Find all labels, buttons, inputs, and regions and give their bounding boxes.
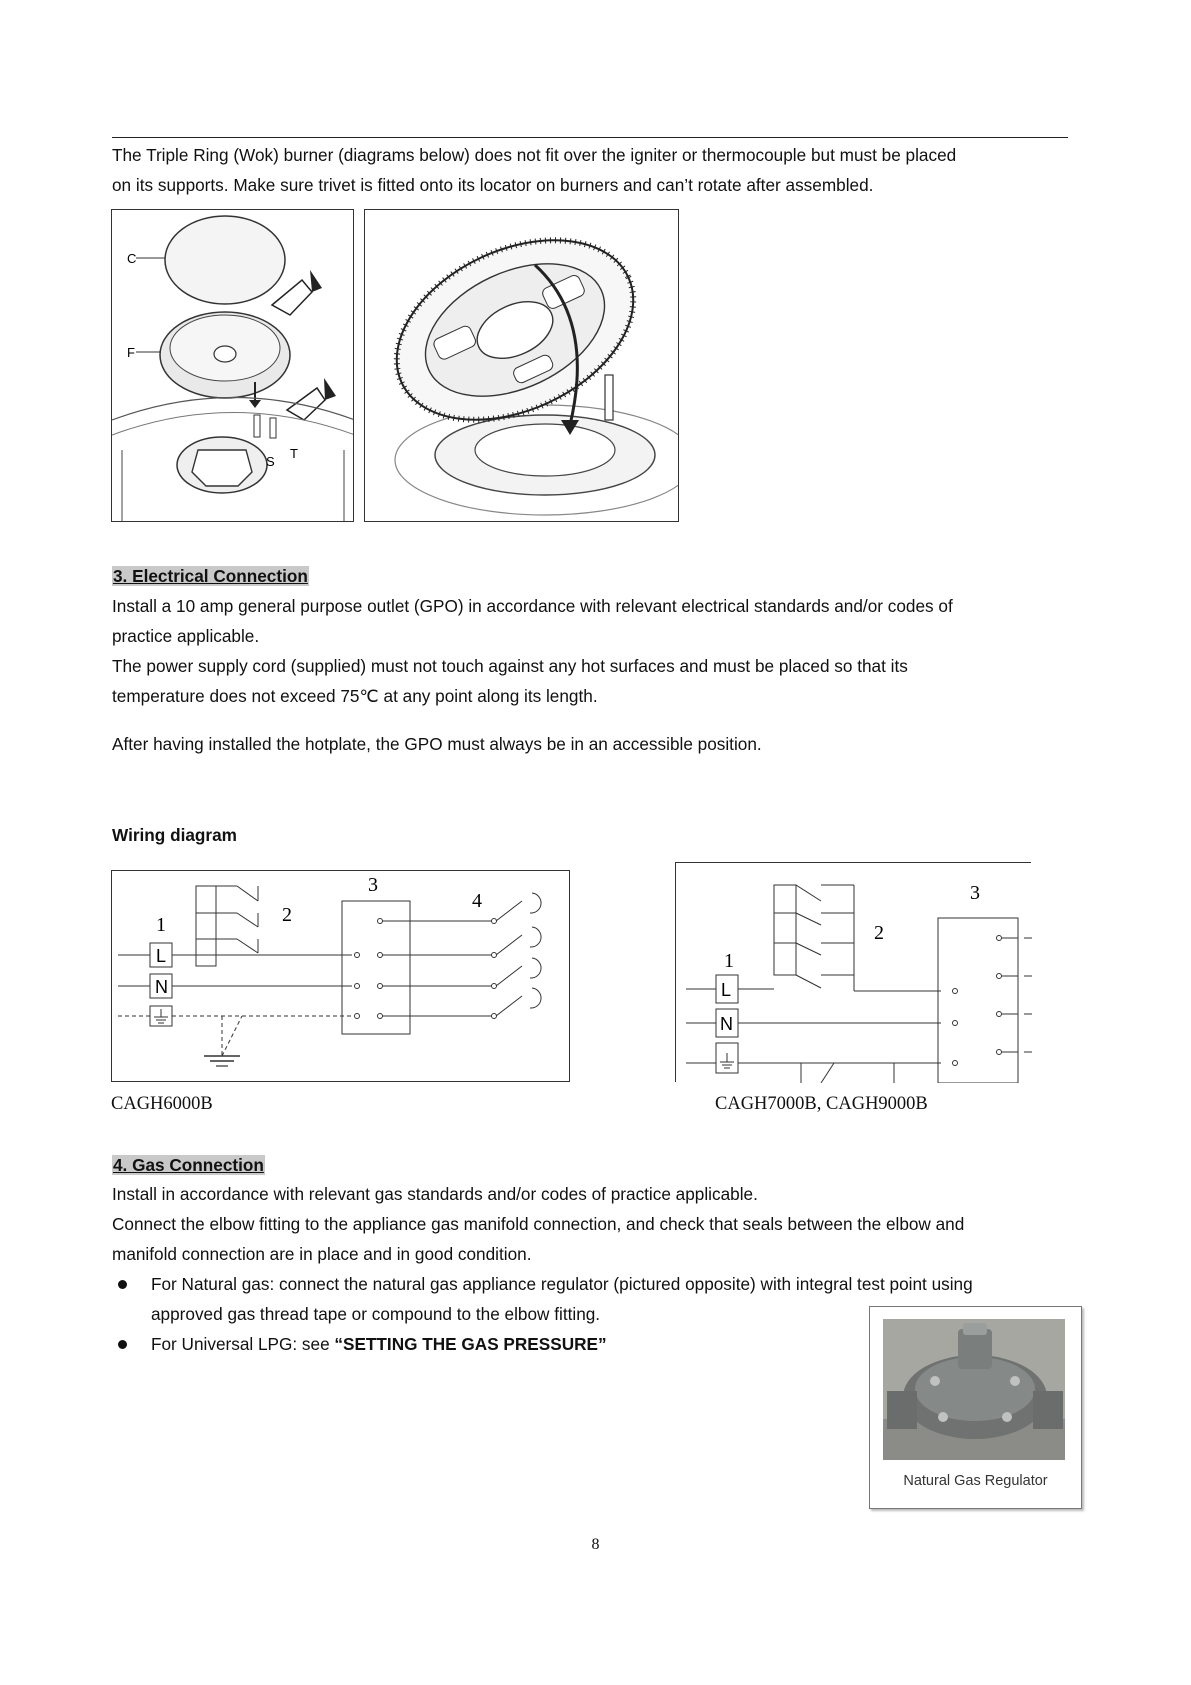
intro-line-1: The Triple Ring (Wok) burner (diagrams below) does not fit over the igniter or thermocouple but must be placed — [112, 145, 957, 165]
left-label-2: 2 — [282, 904, 292, 926]
electrical-heading-text: 3. Electrical Connection — [113, 566, 308, 586]
electrical-p1-line-2: practice applicable. — [112, 626, 260, 646]
gas-bullet-1-line-1: For Natural gas: connect the natural gas appliance regulator (pictured opposite) with integral test point using — [151, 1274, 973, 1294]
regulator-photo — [883, 1319, 1065, 1460]
right-label-2: 2 — [874, 922, 884, 944]
wiring-heading: Wiring diagram — [112, 825, 237, 845]
label-t: T — [290, 446, 298, 461]
right-label-1: 1 — [724, 950, 734, 972]
electrical-p2-line-2: temperature does not exceed 75℃ at any point along its length. — [112, 686, 598, 706]
left-caption: CAGH6000B — [111, 1094, 213, 1114]
burner-exploded-figure — [111, 209, 354, 522]
right-caption: CAGH7000B, CAGH9000B — [715, 1094, 928, 1114]
wiring-diagram-left — [111, 870, 570, 1082]
left-label-l: L — [156, 946, 167, 966]
label-f: F — [127, 345, 135, 360]
electrical-heading — [112, 561, 309, 591]
top-rule — [112, 137, 1068, 138]
left-label-3: 3 — [368, 874, 378, 896]
left-label-1: 1 — [156, 914, 166, 936]
gas-bullet-2-prefix: For Universal LPG: see — [151, 1334, 335, 1354]
left-label-4: 4 — [472, 890, 482, 912]
gas-p1: Install in accordance with relevant gas standards and/or codes of practice applicable. — [112, 1184, 758, 1204]
regulator-caption: Natural Gas Regulator — [903, 1473, 1048, 1489]
gas-bullet-2-bold: “SETTING THE GAS PRESSURE” — [334, 1334, 607, 1354]
gas-heading-text: 4. Gas Connection — [113, 1155, 264, 1175]
right-label-n: N — [720, 1014, 733, 1034]
wok-burner-figure — [364, 209, 679, 522]
bullet-1-dot — [118, 1280, 127, 1289]
wiring-diagram-right — [675, 862, 1031, 1082]
regulator-photo-frame — [869, 1306, 1082, 1509]
gas-bullet-1-line-2: approved gas thread tape or compound to the elbow fitting. — [151, 1304, 601, 1324]
electrical-p2-line-1: The power supply cord (supplied) must not touch against any hot surfaces and must be placed so that its — [112, 656, 908, 676]
right-label-3: 3 — [970, 882, 980, 904]
bullet-2-dot — [118, 1340, 127, 1349]
electrical-p3: After having installed the hotplate, the GPO must always be in an accessible position. — [112, 734, 762, 754]
page-number: 8 — [591, 1536, 600, 1553]
left-label-n: N — [155, 977, 168, 997]
gas-p2-line-2: manifold connection are in place and in good condition. — [112, 1244, 532, 1264]
label-s: S — [266, 454, 275, 469]
right-label-l: L — [721, 980, 732, 1000]
gas-bullet-2 — [151, 1329, 607, 1359]
gas-p2-line-1: Connect the elbow fitting to the appliance gas manifold connection, and check that seals between the elbow and — [112, 1214, 965, 1234]
label-c: C — [127, 251, 137, 266]
electrical-p1-line-1: Install a 10 amp general purpose outlet (GPO) in accordance with relevant electrical standards and/or codes of — [112, 596, 953, 616]
intro-line-2: on its supports. Make sure trivet is fitted onto its locator on burners and can’t rotate after assembled. — [112, 175, 874, 195]
gas-heading — [112, 1150, 265, 1180]
